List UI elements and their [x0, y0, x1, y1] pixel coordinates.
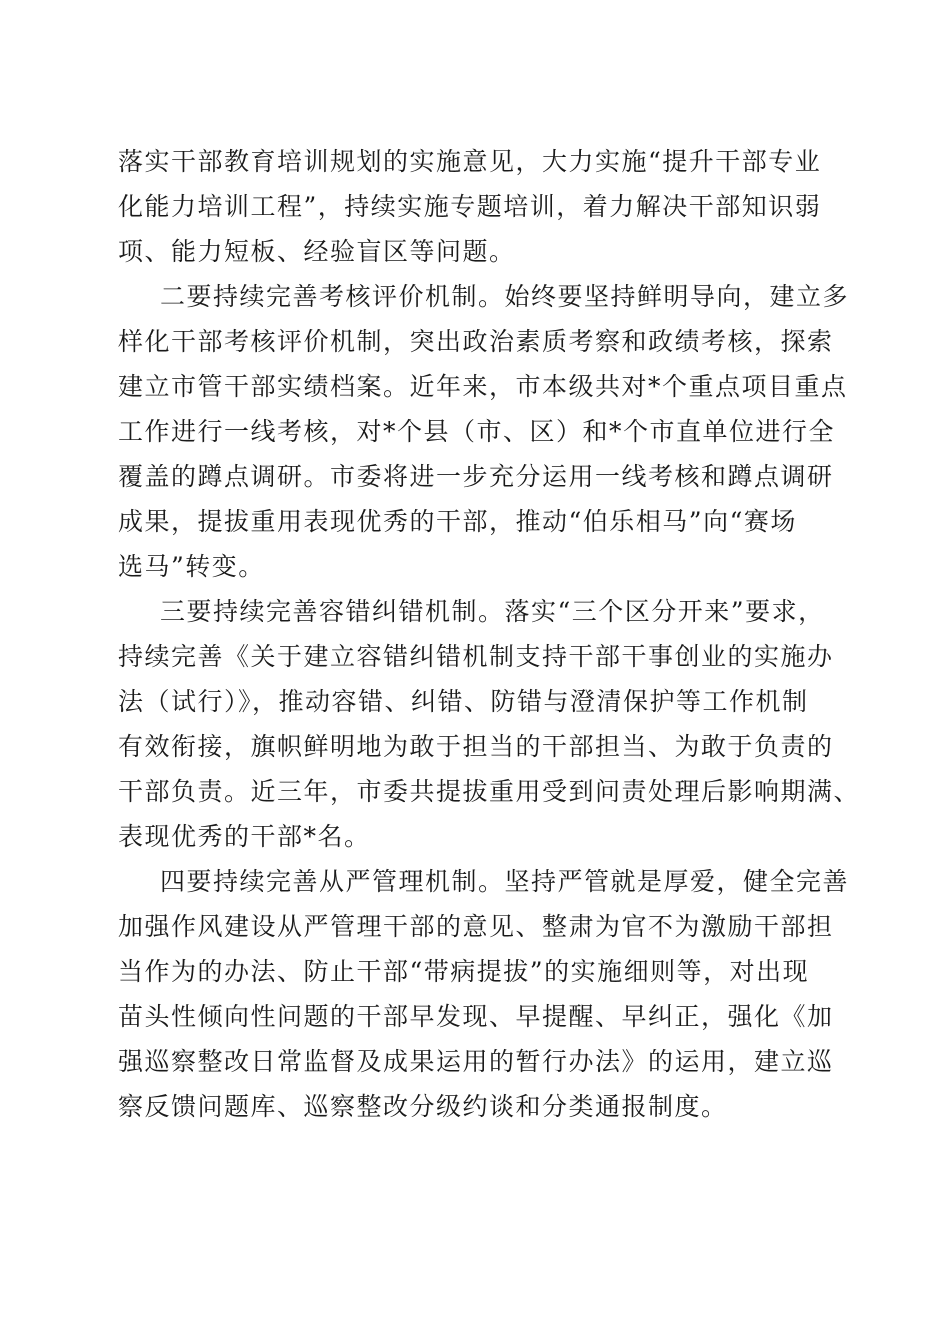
text-line: 建立市管干部实绩档案。近年来，市本级共对*个重点项目重点	[118, 372, 848, 401]
text-line: 覆盖的蹲点调研。市委将进一步充分运用一线考核和蹲点调研	[118, 462, 834, 491]
paragraph-2-first-line: 二要持续完善考核评价机制。始终要坚持鲜明导向，建立多	[160, 282, 850, 311]
text-line: 样化干部考核评价机制，突出政治素质考察和政绩考核，探索	[118, 327, 834, 356]
text-line: 苗头性倾向性问题的干部早发现、早提醒、早纠正，强化《加	[118, 1002, 834, 1031]
text-line: 有效衔接，旗帜鲜明地为敢于担当的干部担当、为敢于负责的	[118, 732, 834, 761]
text-line: 项、能力短板、经验盲区等问题。	[118, 237, 516, 266]
text-line: 化能力培训工程”，持续实施专题培训，着力解决干部知识弱	[118, 192, 822, 221]
text-line: 强巡察整改日常监督及成果运用的暂行办法》的运用，建立巡	[118, 1047, 834, 1076]
text-line: 选马”转变。	[118, 552, 265, 581]
text-line: 成果，提拔重用表现优秀的干部，推动“伯乐相马”向“赛场	[118, 507, 797, 536]
text-line: 持续完善《关于建立容错纠错机制支持干部干事创业的实施办	[118, 642, 834, 671]
paragraph-3-first-line: 三要持续完善容错纠错机制。落实“三个区分开来”要求，	[160, 597, 825, 626]
text-line: 落实干部教育培训规划的实施意见，大力实施“提升干部专业	[118, 147, 822, 176]
text-line: 表现优秀的干部*名。	[118, 822, 371, 851]
text-line: 当作为的办法、防止干部“带病提拔”的实施细则等，对出现	[118, 957, 810, 986]
text-line: 干部负责。近三年，市委共提拔重用受到问责处理后影响期满、	[118, 777, 861, 806]
text-line: 加强作风建设从严管理干部的意见、整肃为官不为激励干部担	[118, 912, 834, 941]
paragraph-4-first-line: 四要持续完善从严管理机制。坚持严管就是厚爱，健全完善	[160, 867, 850, 896]
text-line: 法（试行）》，推动容错、纠错、防错与澄清保护等工作机制	[118, 687, 809, 716]
text-line: 察反馈问题库、巡察整改分级约谈和分类通报制度。	[118, 1092, 728, 1121]
text-line: 工作进行一线考核，对*个县（市、区）和*个市直单位进行全	[118, 417, 836, 446]
